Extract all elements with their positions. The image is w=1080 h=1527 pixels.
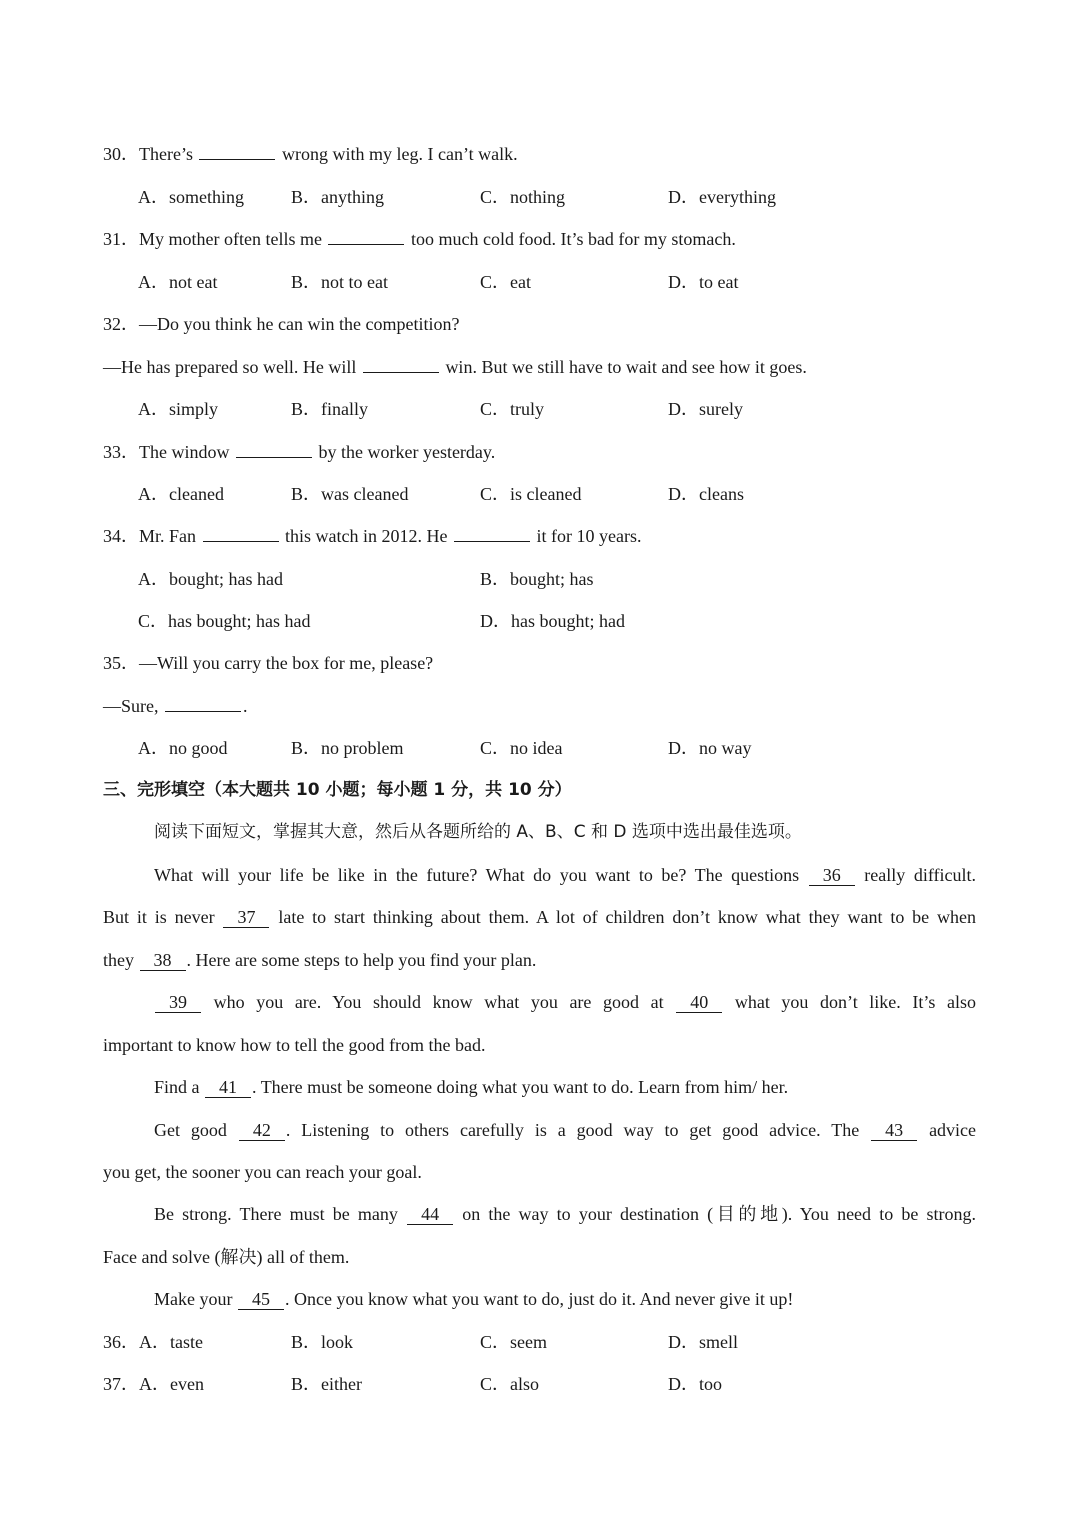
passage-line bbox=[103, 905, 976, 929]
question-text: . bbox=[243, 696, 248, 716]
question-34 bbox=[103, 524, 641, 548]
question-35-response bbox=[103, 694, 248, 718]
option-d[interactable]: D．smell bbox=[668, 1332, 738, 1352]
blank-44[interactable]: 44 bbox=[407, 1204, 453, 1225]
option-a[interactable]: A．even bbox=[139, 1374, 204, 1394]
option-c[interactable]: C．is cleaned bbox=[480, 484, 582, 504]
option-a[interactable]: A．taste bbox=[139, 1332, 203, 1352]
option-a[interactable]: A．something bbox=[138, 187, 244, 207]
passage-line bbox=[154, 990, 976, 1014]
option-d[interactable]: D．cleans bbox=[668, 484, 744, 504]
question-text: The window bbox=[139, 442, 230, 462]
passage-text: late to start thinking about them. A lot of children don’t know what they want to be when bbox=[278, 907, 977, 927]
passage-text: . Here are some steps to help you find your plan. bbox=[186, 950, 537, 970]
passage-text: . Listening to others carefully is a good way to get good advice. The bbox=[285, 1120, 860, 1140]
option-b[interactable]: B．was cleaned bbox=[291, 484, 409, 504]
passage-line bbox=[154, 863, 976, 887]
passage-text: . There must be someone doing what you want to do. Learn from him/ her. bbox=[252, 1077, 789, 1097]
option-c[interactable]: C．eat bbox=[480, 272, 531, 292]
option-b[interactable]: B．finally bbox=[291, 399, 368, 419]
option-c[interactable]: C．truly bbox=[480, 399, 545, 419]
answer-blank[interactable] bbox=[203, 524, 279, 542]
question-text: it for 10 years. bbox=[536, 526, 642, 546]
passage-text: on the way to your destination (目的地). You need to be strong. bbox=[462, 1204, 976, 1224]
option-d[interactable]: D．surely bbox=[668, 399, 743, 419]
passage-text: What will your life be like in the future? What do you want to be? The questions bbox=[154, 865, 800, 885]
passage-line: Face and solve (解决) all of them. bbox=[103, 1247, 350, 1267]
question-number: 33． bbox=[103, 442, 139, 462]
passage-line bbox=[154, 1202, 976, 1226]
passage-text: who you are. You should know what you are good at bbox=[213, 992, 664, 1012]
question-text: —Will you carry the box for me, please? bbox=[139, 653, 434, 673]
question-33 bbox=[103, 440, 495, 464]
answer-blank[interactable] bbox=[199, 142, 275, 160]
question-number: 32． bbox=[103, 314, 139, 334]
passage-text: . Once you know what you want to do, just do it. And never give it up! bbox=[284, 1289, 794, 1309]
passage-text: Find a bbox=[154, 1077, 200, 1097]
passage-line bbox=[154, 1287, 793, 1311]
passage-line: important to know how to tell the good from the bad. bbox=[103, 1035, 486, 1055]
passage-text: they bbox=[103, 950, 134, 970]
passage-text: really difficult. bbox=[864, 865, 976, 885]
blank-36[interactable]: 36 bbox=[809, 865, 855, 886]
question-36 bbox=[103, 1330, 203, 1354]
section-instruction: 阅读下面短文，掌握其大意，然后从各题所给的 A、B、C 和 D 选项中选出最佳选项。 bbox=[154, 822, 802, 842]
passage-text: Be strong. There must be many bbox=[154, 1204, 398, 1224]
passage-text: Make your bbox=[154, 1289, 233, 1309]
blank-42[interactable]: 42 bbox=[239, 1120, 285, 1141]
option-a[interactable]: A．bought; has had bbox=[138, 569, 283, 589]
question-35 bbox=[103, 651, 433, 675]
question-number: 37． bbox=[103, 1374, 139, 1394]
question-text: win. But we still have to wait and see how it goes. bbox=[445, 357, 807, 377]
option-a[interactable]: A．simply bbox=[138, 399, 219, 419]
question-text: —Do you think he can win the competition? bbox=[139, 314, 460, 334]
option-d[interactable]: D．to eat bbox=[668, 272, 739, 292]
question-number: 30． bbox=[103, 144, 139, 164]
option-a[interactable]: A．not eat bbox=[138, 272, 218, 292]
passage-line: you get, the sooner you can reach your goal. bbox=[103, 1162, 422, 1182]
option-d[interactable]: D．everything bbox=[668, 187, 776, 207]
question-text: —He has prepared so well. He will bbox=[103, 357, 357, 377]
option-d[interactable]: D．no way bbox=[668, 738, 752, 758]
option-c[interactable]: C．seem bbox=[480, 1332, 547, 1352]
question-32 bbox=[103, 312, 459, 336]
option-b[interactable]: B．no problem bbox=[291, 738, 404, 758]
question-37 bbox=[103, 1372, 204, 1396]
option-c[interactable]: C．nothing bbox=[480, 187, 566, 207]
blank-38[interactable]: 38 bbox=[140, 950, 186, 971]
passage-text: But it is never bbox=[103, 907, 215, 927]
question-text: by the worker yesterday. bbox=[318, 442, 496, 462]
option-d[interactable]: D．too bbox=[668, 1374, 722, 1394]
option-a[interactable]: A．no good bbox=[138, 738, 228, 758]
option-b[interactable]: B．either bbox=[291, 1374, 362, 1394]
blank-37[interactable]: 37 bbox=[223, 907, 269, 928]
option-b[interactable]: B．anything bbox=[291, 187, 384, 207]
question-text: —Sure, bbox=[103, 696, 159, 716]
question-number: 35． bbox=[103, 653, 139, 673]
answer-blank[interactable] bbox=[454, 524, 530, 542]
passage-line bbox=[154, 1118, 976, 1142]
option-c[interactable]: C．has bought; has had bbox=[138, 611, 311, 631]
blank-40[interactable]: 40 bbox=[676, 992, 722, 1013]
option-b[interactable]: B．look bbox=[291, 1332, 354, 1352]
blank-43[interactable]: 43 bbox=[871, 1120, 917, 1141]
answer-blank[interactable] bbox=[328, 227, 404, 245]
question-text: too much cold food. It’s bad for my stomach. bbox=[410, 229, 736, 249]
question-number: 31． bbox=[103, 229, 139, 249]
answer-blank[interactable] bbox=[236, 440, 312, 458]
blank-39[interactable]: 39 bbox=[155, 992, 201, 1013]
option-a[interactable]: A．cleaned bbox=[138, 484, 224, 504]
passage-text: Get good bbox=[154, 1120, 227, 1140]
question-text: My mother often tells me bbox=[139, 229, 322, 249]
option-b[interactable]: B．not to eat bbox=[291, 272, 388, 292]
answer-blank[interactable] bbox=[165, 694, 241, 712]
question-text: wrong with my leg. I can’t walk. bbox=[281, 144, 518, 164]
option-c[interactable]: C．also bbox=[480, 1374, 540, 1394]
question-31 bbox=[103, 227, 736, 251]
blank-45[interactable]: 45 bbox=[238, 1289, 284, 1310]
passage-text: what you don’t like. It’s also bbox=[734, 992, 976, 1012]
question-30 bbox=[103, 142, 518, 166]
question-text: There’s bbox=[139, 144, 193, 164]
section-heading: 三、完形填空（本大题共 10 小题；每小题 1 分，共 10 分） bbox=[103, 780, 572, 800]
option-b[interactable]: B．bought; has bbox=[480, 569, 594, 589]
question-text: this watch in 2012. He bbox=[285, 526, 448, 546]
passage-line bbox=[154, 1075, 788, 1099]
passage-line bbox=[103, 948, 536, 972]
option-c[interactable]: C．no idea bbox=[480, 738, 563, 758]
question-32-response bbox=[103, 355, 807, 379]
passage-text: advice bbox=[929, 1120, 977, 1140]
answer-blank[interactable] bbox=[363, 355, 439, 373]
question-text: Mr. Fan bbox=[139, 526, 197, 546]
question-number: 34． bbox=[103, 526, 139, 546]
option-d[interactable]: D．has bought; had bbox=[480, 611, 625, 631]
question-number: 36． bbox=[103, 1332, 139, 1352]
blank-41[interactable]: 41 bbox=[205, 1077, 251, 1098]
